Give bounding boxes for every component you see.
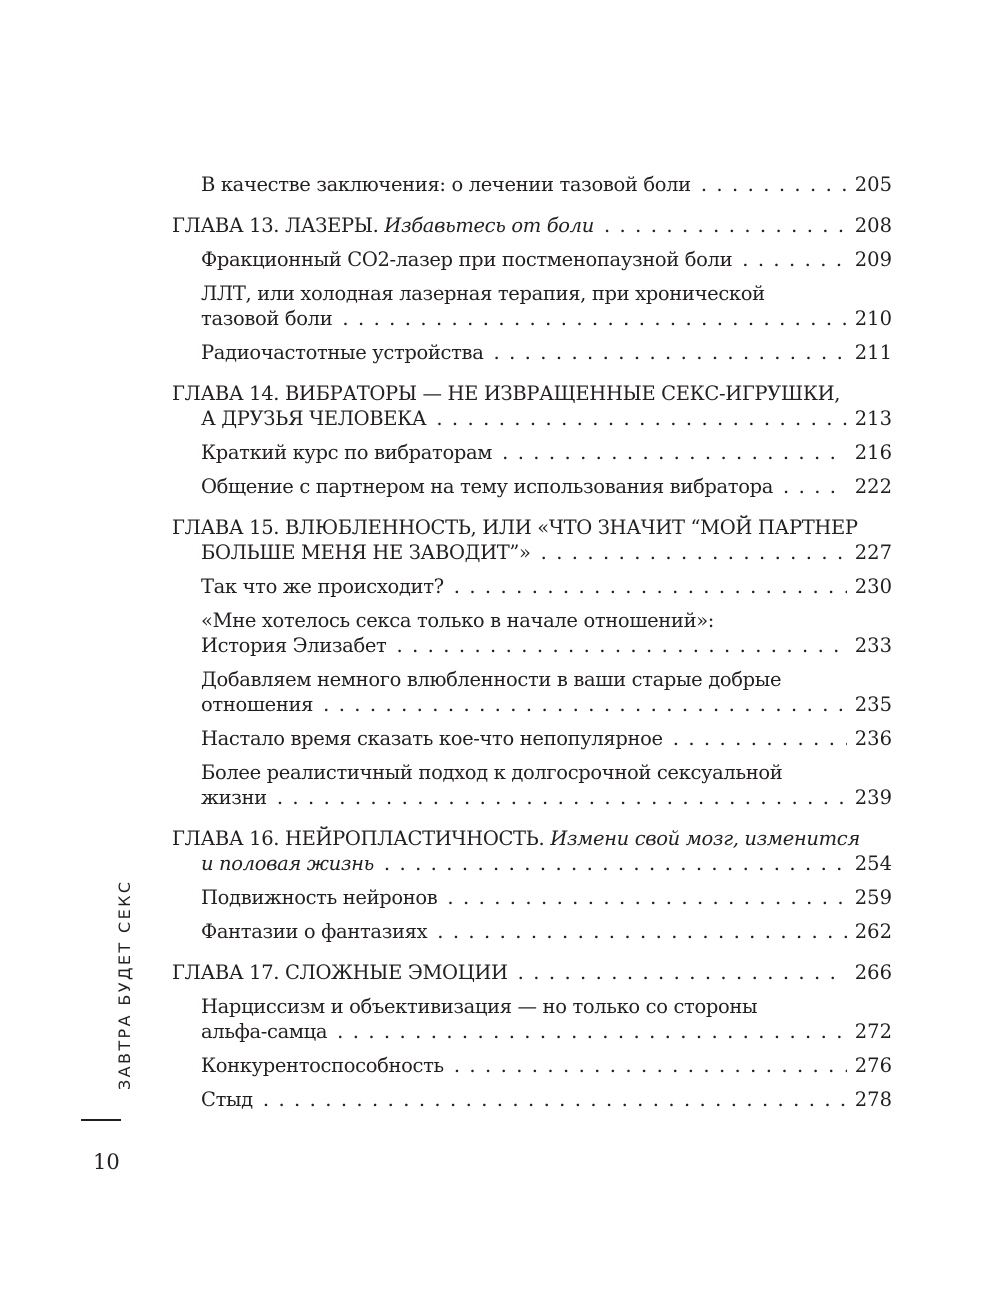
leader-dots: [783, 474, 847, 499]
toc-chapter-heading: ГЛАВА 13. ЛАЗЕРЫ.: [172, 214, 379, 237]
toc-entry-title: История Элизабет: [201, 634, 387, 657]
leader-dots: [604, 213, 847, 238]
toc-entry: [172, 885, 892, 910]
toc-entry: [172, 726, 892, 751]
toc-page-number: 236: [854, 727, 892, 750]
toc-entry-title: Настало время сказать кое-что непопулярное: [201, 727, 663, 750]
toc-entry-title: жизни: [201, 786, 267, 809]
toc-entry-title: Общение с партнером на тему использования вибратора: [201, 475, 773, 498]
toc-entry-title: Подвижность нейронов: [201, 886, 438, 909]
toc-entry: [172, 172, 892, 197]
toc-page-number: 210: [854, 307, 892, 330]
toc-page-number: 213: [854, 407, 892, 430]
toc-page-number: 266: [854, 961, 892, 984]
toc-chapter: [172, 960, 892, 985]
toc-entry-title: Краткий курс по вибраторам: [201, 441, 493, 464]
toc-entry-title: Конкурентоспособность: [201, 1054, 444, 1077]
leader-dots: [323, 692, 847, 717]
toc-chapter-subtitle-cont: [201, 851, 374, 876]
toc-chapter-heading: ГЛАВА 16. НЕЙРОПЛАСТИЧНОСТЬ.: [172, 827, 545, 850]
toc-page-number: 276: [854, 1054, 892, 1077]
leader-dots: [437, 919, 847, 944]
leader-dots: [384, 851, 847, 876]
toc-chapter-heading-cont: БОЛЬШЕ МЕНЯ НЕ ЗАВОДИТ”»: [201, 541, 531, 564]
leader-dots: [541, 540, 847, 565]
toc-chapter: [172, 515, 892, 565]
toc-entry-title: Фантазии о фантазиях: [201, 920, 428, 943]
toc-page-number: 211: [854, 341, 892, 364]
toc-page-number: 216: [854, 441, 892, 464]
toc-page-number: 239: [854, 786, 892, 809]
toc-page-number: 262: [854, 920, 892, 943]
toc-entry-title-line: Более реалистичный подход к долгосрочной сексуальной: [201, 761, 783, 784]
toc-chapter: [172, 826, 892, 876]
toc-entry-title: альфа-самца: [201, 1020, 328, 1043]
leader-dots: [742, 247, 847, 272]
leader-dots: [502, 440, 847, 465]
toc-page-number: 222: [854, 475, 892, 498]
leader-dots: [277, 785, 847, 810]
toc-chapter-title: [172, 213, 594, 238]
toc-chapter-subtitle-cont-text: и половая жизнь: [201, 852, 374, 875]
toc-entry: [172, 1087, 892, 1112]
toc-page-number: 227: [854, 541, 892, 564]
toc-page-number: 233: [854, 634, 892, 657]
toc-chapter-subtitle: Измени свой мозг, изменится: [550, 827, 860, 850]
toc-entry: [172, 340, 892, 365]
toc-entry: [172, 474, 892, 499]
toc-page-number: 230: [854, 575, 892, 598]
toc-chapter-heading: ГЛАВА 14. ВИБРАТОРЫ — НЕ ИЗВРАЩЕННЫЕ СЕКС-ИГРУШКИ,: [172, 382, 841, 405]
leader-dots: [673, 726, 847, 751]
toc-entry-title: Стыд: [201, 1088, 253, 1111]
leader-dots: [454, 1053, 847, 1078]
toc-entry-title: Фракционный СО2-лазер при постменопаузной боли: [201, 248, 733, 271]
toc-entry-title: отношения: [201, 693, 314, 716]
leader-dots: [493, 340, 846, 365]
toc-entry-title: тазовой боли: [201, 307, 333, 330]
toc-chapter-heading: ГЛАВА 17. СЛОЖНЫЕ ЭМОЦИИ: [172, 961, 508, 984]
leader-dots: [396, 633, 846, 658]
leader-dots: [518, 960, 847, 985]
toc-entry: [172, 574, 892, 599]
toc-entry: [172, 1053, 892, 1078]
toc-entry-title-line: Добавляем немного влюбленности в ваши старые добрые: [201, 668, 782, 691]
folio-rule: [81, 1119, 121, 1121]
leader-dots: [337, 1019, 847, 1044]
toc-page-number: 235: [854, 693, 892, 716]
leader-dots: [436, 406, 846, 431]
toc-entry-title: Так что же происходит?: [201, 575, 444, 598]
toc-chapter-title: [172, 826, 892, 851]
leader-dots: [447, 885, 846, 910]
toc-page-number: 208: [854, 214, 892, 237]
toc-page-number: 259: [854, 886, 892, 909]
toc-chapter-heading-cont: А ДРУЗЬЯ ЧЕЛОВЕКА: [201, 407, 427, 430]
toc-chapter-heading: ГЛАВА 15. ВЛЮБЛЕННОСТЬ, ИЛИ «ЧТО ЗНАЧИТ “МОЙ ПАРТНЕР: [172, 516, 858, 539]
toc-entry: [172, 994, 892, 1044]
toc-entry: [172, 667, 892, 717]
toc-entry: [172, 608, 892, 658]
toc-page-number: 205: [854, 173, 892, 196]
leader-dots: [701, 172, 847, 197]
page-number: 10: [93, 1150, 120, 1174]
toc-page-number: 272: [854, 1020, 892, 1043]
toc-chapter: [172, 213, 892, 238]
toc-chapter: [172, 381, 892, 431]
running-head: ЗАВТРА БУДЕТ СЕКС: [115, 879, 134, 1090]
toc-entry: [172, 440, 892, 465]
table-of-contents: [172, 163, 892, 1112]
toc-chapter-subtitle: Избавьтесь от боли: [384, 214, 594, 237]
toc-entry: [172, 919, 892, 944]
toc-entry: [172, 760, 892, 810]
toc-entry-title-line: Нарциссизм и объективизация — но только со стороны: [201, 995, 758, 1018]
leader-dots: [342, 306, 846, 331]
toc-entry-title-line: ЛЛТ, или холодная лазерная терапия, при хронической: [201, 282, 765, 305]
toc-entry-title: В качестве заключения: о лечении тазовой боли: [201, 173, 691, 196]
toc-page-number: 254: [854, 852, 892, 875]
leader-dots: [454, 574, 847, 599]
toc-page-number: 209: [854, 248, 892, 271]
toc-page-number: 278: [854, 1088, 892, 1111]
toc-entry: [172, 247, 892, 272]
toc-entry-title: Радиочастотные устройства: [201, 341, 484, 364]
toc-entry-title-line: «Мне хотелось секса только в начале отношений»:: [201, 609, 715, 632]
toc-entry: [172, 281, 892, 331]
leader-dots: [263, 1087, 847, 1112]
